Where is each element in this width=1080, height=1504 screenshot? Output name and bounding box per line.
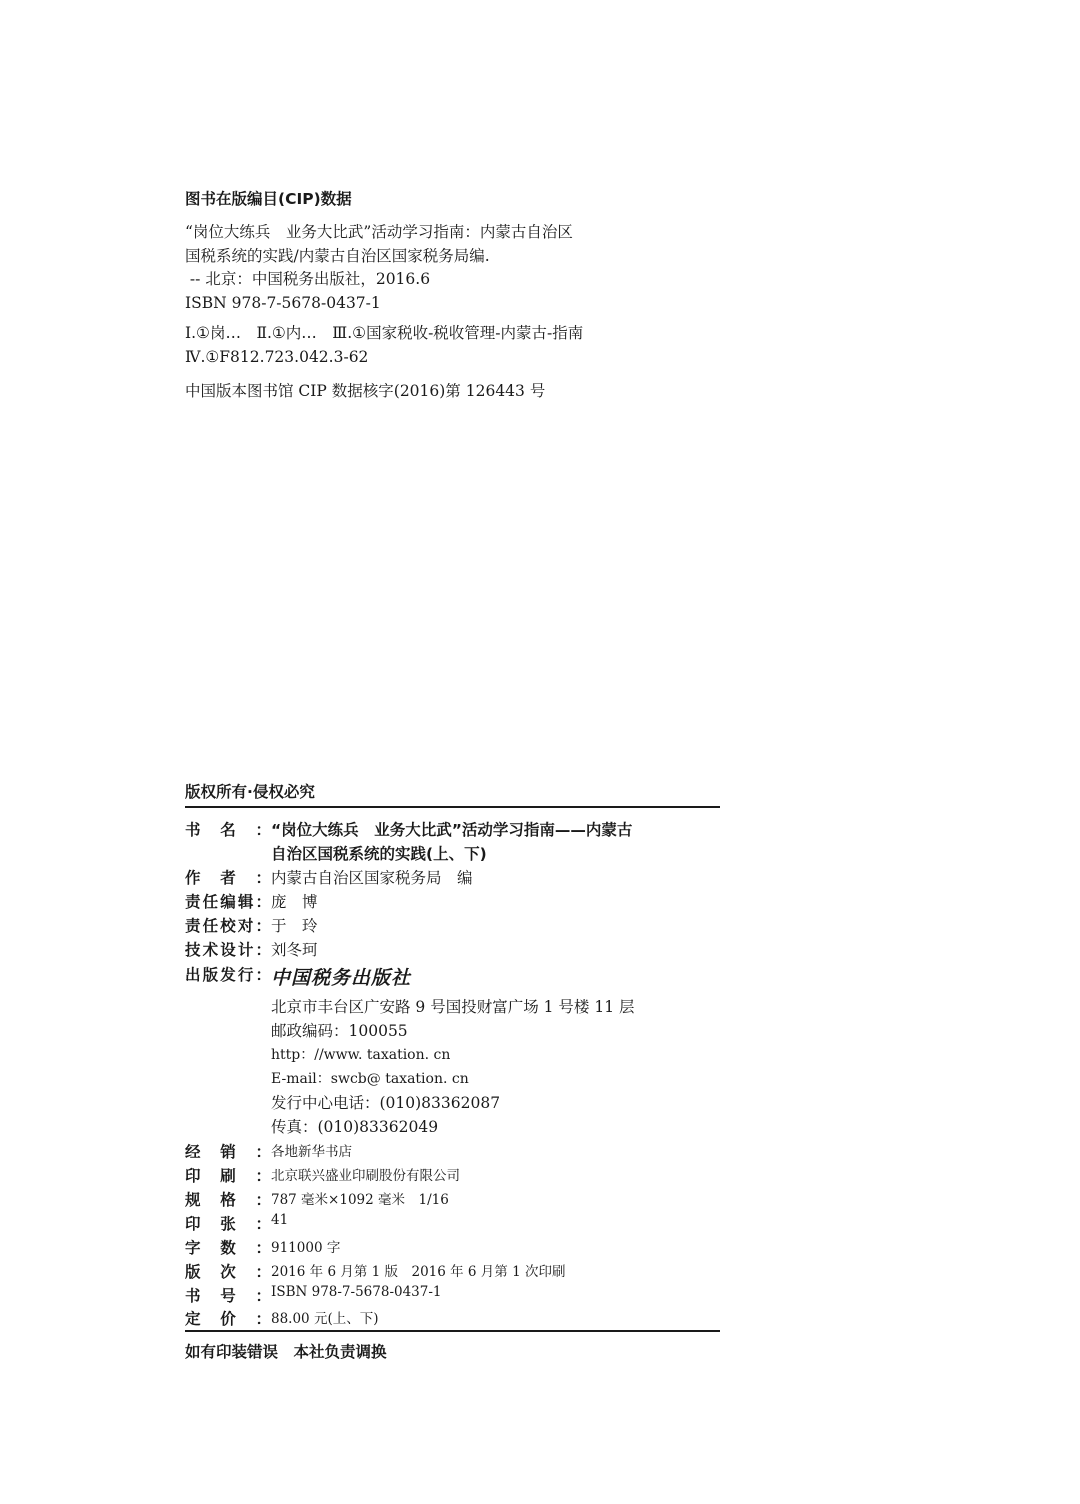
cip-heading: 图书在版编目(CIP)数据: [185, 190, 352, 208]
publisher-phone: 发行中心电话：(010)83362087: [271, 1094, 501, 1112]
cip-class-line: Ⅰ.①岗… Ⅱ.①内… Ⅲ.①国家税收-税收管理-内蒙古-指南: [185, 324, 584, 342]
footer-note: 如有印装错误 本社负责调换: [185, 1343, 387, 1361]
divider-top: [185, 806, 720, 808]
sheets-label: 印 张 ：: [185, 1215, 271, 1233]
sheets-value: 41: [271, 1212, 289, 1228]
editor-label: 责 任 编 辑 ：: [185, 893, 271, 911]
edition-value: 2016 年 6 月第 1 版 2016 年 6 月第 1 次印刷: [271, 1264, 566, 1280]
distributor-value: 各地新华书店: [271, 1144, 352, 1160]
title-value-line1: “岗位大练兵 业务大比武”活动学习指南——内蒙古: [271, 821, 633, 839]
publisher-label: 出 版 发 行 ：: [185, 966, 271, 984]
cip-line: 国税系统的实践/内蒙古自治区国家税务局编.: [185, 246, 490, 265]
publisher-logo: 中国税务出版社: [271, 967, 412, 989]
format-label: 规 格 ：: [185, 1191, 271, 1209]
proofreader-value: 于 玲: [271, 917, 318, 935]
format-value: 787 毫米×1092 毫米 1/16: [271, 1192, 449, 1208]
cip-line: ISBN 978-7-5678-0437-1: [185, 293, 381, 312]
title-label: 书 名 ：: [185, 821, 271, 839]
designer-value: 刘冬珂: [271, 941, 318, 959]
distributor-label: 经 销 ：: [185, 1143, 271, 1161]
publisher-email: E-mail：swcb@ taxation. cn: [271, 1071, 469, 1087]
publisher-postcode: 邮政编码：100055: [271, 1022, 408, 1040]
editor-value: 庞 博: [271, 893, 318, 911]
cip-line: -- 北京：中国税务出版社，2016.6: [185, 270, 431, 288]
words-value: 911000 字: [271, 1240, 341, 1256]
rights-heading: 版权所有·侵权必究: [185, 783, 315, 801]
printer-label: 印 刷 ：: [185, 1167, 271, 1185]
publisher-fax: 传真：(010)83362049: [271, 1118, 439, 1136]
words-label: 字 数 ：: [185, 1239, 271, 1257]
isbn-label: 书 号 ：: [185, 1287, 271, 1305]
divider-bottom: [185, 1330, 720, 1332]
cip-record: [185, 221, 573, 315]
publisher-website: http：//www. taxation. cn: [271, 1047, 451, 1063]
price-label: 定 价 ：: [185, 1310, 271, 1328]
cip-core-number: 中国版本图书馆 CIP 数据核字(2016)第 126443 号: [185, 382, 546, 400]
author-label: 作 者 ：: [185, 869, 271, 887]
designer-label: 技 术 设 计 ：: [185, 941, 271, 959]
cip-line: “岗位大练兵 业务大比武”活动学习指南：内蒙古自治区: [185, 223, 573, 241]
cip-classification: [185, 322, 583, 369]
isbn-value: ISBN 978-7-5678-0437-1: [271, 1284, 442, 1300]
proofreader-label: 责 任 校 对 ：: [185, 917, 271, 935]
title-value-line2: 自治区国税系统的实践(上、下): [271, 845, 487, 863]
price-value: 88.00 元(上、下): [271, 1311, 379, 1327]
edition-label: 版 次 ：: [185, 1263, 271, 1281]
cip-class-line: Ⅳ.①F812.723.042.3-62: [185, 347, 369, 366]
printer-value: 北京联兴盛业印刷股份有限公司: [271, 1168, 460, 1184]
author-value: 内蒙古自治区国家税务局 编: [271, 869, 473, 887]
publisher-address: 北京市丰台区广安路 9 号国投财富广场 1 号楼 11 层: [271, 998, 635, 1016]
